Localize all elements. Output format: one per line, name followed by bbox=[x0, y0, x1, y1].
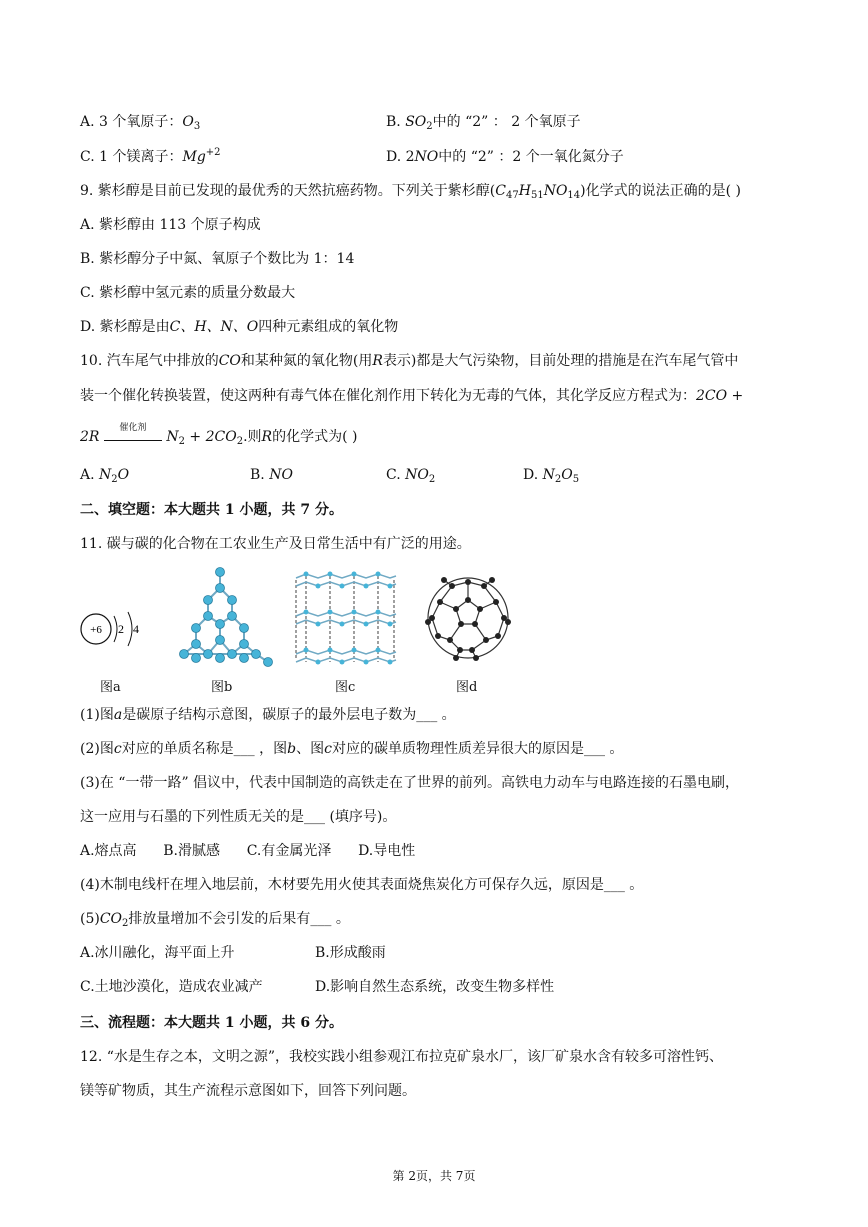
q12-stem-line2: 镁等矿物质，其生产流程示意图如下，回答下列问题。 bbox=[80, 1083, 416, 1099]
svg-text:4: 4 bbox=[133, 622, 139, 636]
q11-part5-option-b: B.形成酸雨 bbox=[315, 945, 386, 961]
q10-stem-line2: 装一个催化转换装置，使这两种有毒气体在催化剂作用下转化为无毒的气体，其化学反应方程式为：2CO + bbox=[80, 388, 744, 404]
q9-option-c: C. 紫杉醇中氢元素的质量分数最大 bbox=[80, 285, 296, 301]
carbon-atom-diagram bbox=[78, 606, 148, 652]
q11-part2: (2)图c对应的单质名称是___ ，图b、图c对应的碳单质物理性质差异很大的原因是___ 。 bbox=[80, 741, 624, 757]
svg-text:2: 2 bbox=[118, 622, 124, 636]
q8-option-b: B. $SO_2$中的 “2” ： 2 个氧原子 bbox=[386, 114, 581, 132]
q10-option-b: B. NO bbox=[250, 467, 293, 483]
q10-option-c: C. $NO_2$ bbox=[386, 467, 436, 485]
q11-stem: 11. 碳与碳的化合物在工农业生产及日常生活中有广泛的用途。 bbox=[80, 536, 471, 552]
q11-part5-option-c: C.土地沙漠化，造成农业减产 bbox=[80, 979, 263, 995]
q11-part5: $(5)CO_2$排放量增加不会引发的后果有___ 。 bbox=[80, 911, 350, 929]
q9-option-a: A. 紫杉醇由 113 个原子构成 bbox=[80, 217, 261, 233]
q8-option-c: C. 1 个镁离子：$Mg^{+2}$ bbox=[80, 147, 221, 165]
q8-option-d: D. 2NO中的 “2” ：2 个一氧化氮分子 bbox=[386, 149, 624, 165]
svg-text:+6: +6 bbox=[90, 624, 102, 636]
q11-part3-line2: 这一应用与石墨的下列性质无关的是___ (填序号)。 bbox=[80, 809, 397, 825]
q9-option-b: B. 紫杉醇分子中氮、氧原子个数比为 1：14 bbox=[80, 251, 355, 267]
q10-equation: 2R 催化剂 $N_2 + 2CO_2$.则R的化学式为( ) bbox=[80, 423, 358, 447]
q8-option-a: A. 3 个氧原子：$O_3$ bbox=[80, 114, 201, 132]
page-footer: 第 2页，共 7页 bbox=[392, 1169, 476, 1183]
catalyst-arrow: 催化剂 bbox=[104, 430, 162, 441]
q10-option-d: D. $N_2O_5$ bbox=[523, 467, 580, 485]
q12-stem-line1: 12. “水是生存之本，文明之源”，我校实践小组参观江布拉克矿泉水厂，该厂矿泉水含有较多可溶性钙、 bbox=[80, 1049, 724, 1065]
figure-caption-c: 图c bbox=[335, 680, 356, 695]
figure-caption-b: 图b bbox=[211, 680, 233, 695]
q9-stem: 9. 紫杉醇是目前已发现的最优秀的天然抗癌药物。下列关于紫杉醇$(C_{47}H_{51}NO_{14})$化学式的说法正确的是( ) bbox=[80, 183, 741, 201]
q10-stem-line1: 10. 汽车尾气中排放的CO和某种氮的氧化物(用R表示)都是大气污染物，目前处理的措施是在汽车尾气管中 bbox=[80, 353, 739, 369]
q11-part4: (4)木制电线杆在埋入地层前，木材要先用火使其表面烧焦炭化方可保存久远，原因是___ 。 bbox=[80, 877, 644, 893]
q11-part1: (1)图a是碳原子结构示意图，碳原子的最外层电子数为___ 。 bbox=[80, 707, 456, 723]
q9-option-d: D. 紫杉醇是由C、H、N、O四种元素组成的氧化物 bbox=[80, 319, 399, 335]
q11-part3-line1: (3)在 “一带一路” 倡议中，代表中国制造的高铁走在了世界的前列。高铁电力动车与电路连接的石墨电刷， bbox=[80, 775, 740, 791]
q11-part5-option-d: D.影响自然生态系统，改变生物多样性 bbox=[315, 979, 555, 995]
q11-part5-option-a: A.冰川融化，海平面上升 bbox=[80, 945, 235, 961]
q10-option-a: A. $N_2O$ bbox=[80, 467, 130, 485]
q11-part3-options: A.熔点高 B.滑腻感 C.有金属光泽 D.导电性 bbox=[80, 843, 416, 859]
section-heading-flow: 三、流程题：本大题共 1 小题，共 6 分。 bbox=[80, 1015, 343, 1031]
diamond-structure-figure bbox=[160, 566, 280, 670]
graphite-structure-figure bbox=[290, 566, 402, 670]
fullerene-c60-figure bbox=[420, 570, 516, 666]
section-heading-fill: 二、填空题：本大题共 1 小题，共 7 分。 bbox=[80, 502, 343, 518]
figure-caption-a: 图a bbox=[100, 680, 121, 695]
figure-caption-d: 图d bbox=[456, 680, 478, 695]
